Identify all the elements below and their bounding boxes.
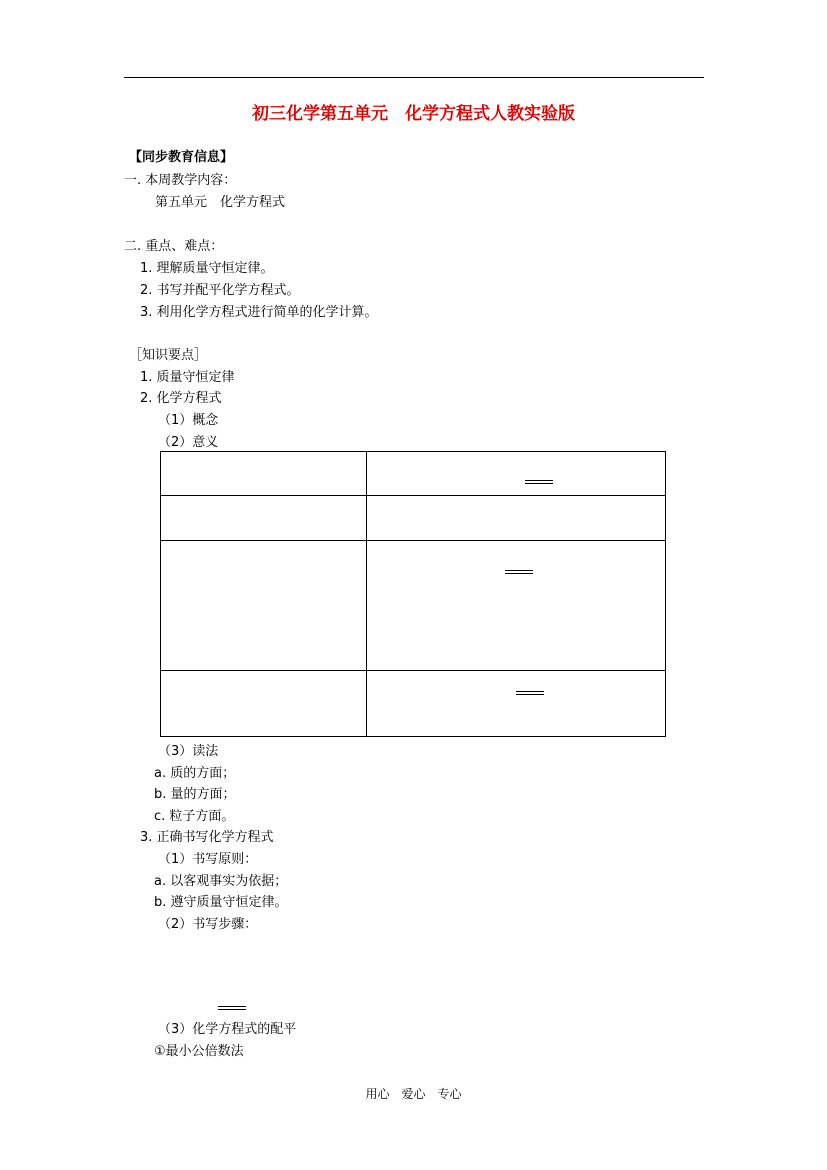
knowledge-item-1: 1. 质量守恒定律 [140,370,235,385]
equals-sign [516,691,544,692]
table-cell [161,541,367,671]
meaning-table [160,451,666,737]
table-cell [367,496,666,541]
header-rule [124,77,704,78]
part1-content: 第五单元 化学方程式 [155,195,286,210]
page-title: 初三化学第五单元 化学方程式人教实验版 [252,104,575,124]
part2-item: 2. 书写并配平化学方程式。 [140,283,300,298]
balance-heading: （3）化学方程式的配平 [158,1022,297,1037]
section-header: 【同步教育信息】 [129,150,234,165]
steps-heading: （2）书写步骤： [158,917,258,932]
table-cell [161,671,367,737]
part2-item: 3. 利用化学方程式进行简单的化学计算。 [140,305,378,320]
equals-sign [525,480,553,481]
table-cell [367,452,666,496]
table-cell [161,496,367,541]
knowledge-heading: ［知识要点］ [129,348,208,363]
part2-item: 1. 理解质量守恒定律。 [140,261,274,276]
table-cell [161,452,367,496]
method-item: ①最小公倍数法 [154,1044,244,1059]
reading-item: b. 量的方面； [154,787,236,802]
knowledge-item-2: 2. 化学方程式 [140,391,222,406]
table-row [161,541,666,671]
equals-sign [218,1006,246,1007]
subitem-concept: （1）概念 [158,413,219,428]
reading-item: a. 质的方面； [154,766,236,781]
subitem-reading: （3）读法 [158,744,219,759]
table-row [161,496,666,541]
rule-item: b. 遵守质量守恒定律。 [154,895,288,910]
table-row [161,671,666,737]
reading-item: c. 粒子方面。 [154,809,235,824]
knowledge-item-3: 3. 正确书写化学方程式 [140,830,274,845]
rules-heading: （1）书写原则： [158,852,258,867]
part1-heading: 一. 本周教学内容： [124,173,237,188]
subitem-meaning: （2）意义 [158,435,219,450]
part2-heading: 二. 重点、难点： [124,239,224,254]
equals-sign [505,570,533,571]
table-cell [367,671,666,737]
rule-item: a. 以客观事实为依据； [154,874,288,889]
table-row [161,452,666,496]
page-footer: 用心 爱心 专心 [365,1087,462,1101]
table-cell [367,541,666,671]
